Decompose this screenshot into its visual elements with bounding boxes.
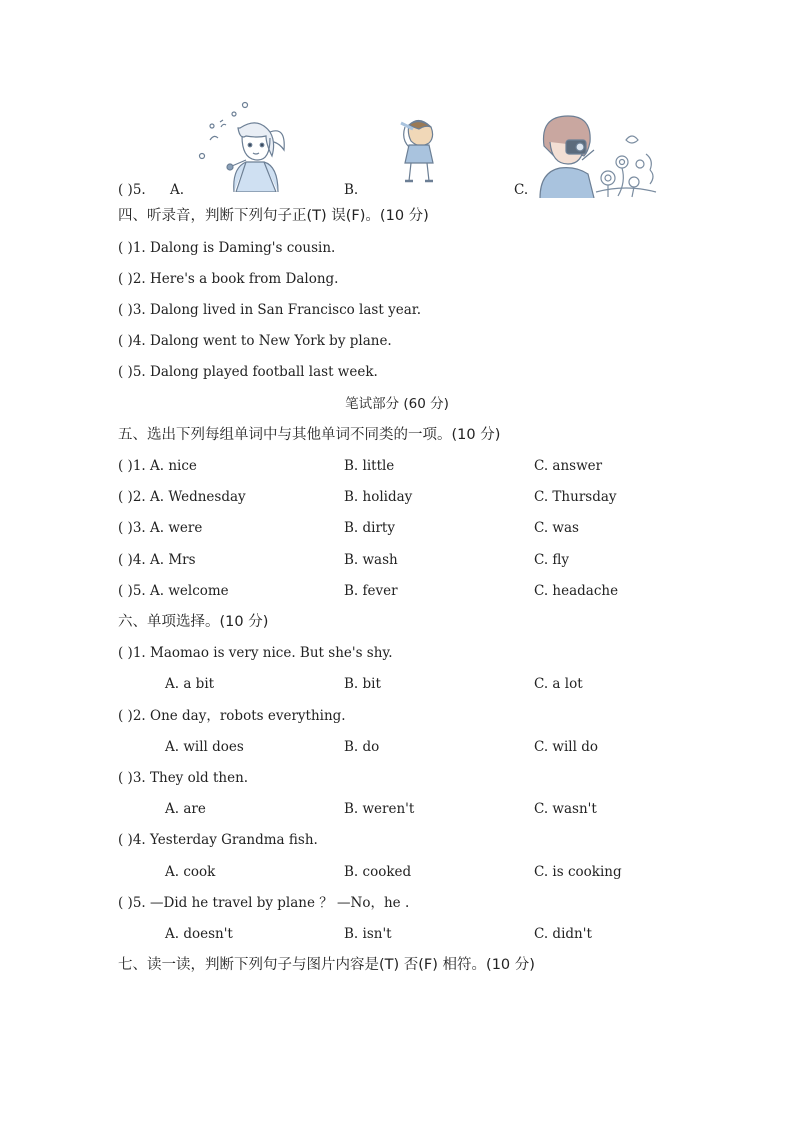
option-b: B. wash — [344, 552, 398, 568]
question-5-picture-row — [118, 181, 146, 199]
option-b: B. dirty — [344, 520, 395, 536]
listening-item: ( )2. Here's a book from Dalong. — [118, 271, 339, 287]
question-stem: ( )4. Yesterday Grandma fish. — [118, 832, 318, 848]
girl-singing-icon — [190, 100, 290, 192]
word-group-row: ( )4. A. Mrs — [118, 552, 196, 568]
listening-item: ( )1. Dalong is Daming's cousin. — [118, 240, 336, 256]
word-group-row: ( )1. A. nice — [118, 458, 197, 474]
question-stem: ( )5. —Did he travel by plane ？ —No，he . — [118, 895, 410, 911]
option-b: B. bit — [344, 676, 381, 692]
word-group-row: ( )2. A. Wednesday — [118, 489, 246, 505]
boy-drinking-icon — [395, 115, 445, 187]
section-5-heading: 五、选出下列每组单词中与其他单词不同类的一项。(10 分) — [118, 427, 501, 443]
option-c: C. a lot — [534, 676, 583, 692]
option-b: B. weren't — [344, 801, 415, 817]
option-a: A. a bit — [165, 676, 215, 692]
woman-photographing-flowers-icon — [536, 112, 662, 198]
question-stem: ( )3. They old then. — [118, 770, 249, 786]
option-c: C. was — [534, 520, 579, 536]
word-group-row: ( )3. A. were — [118, 520, 203, 536]
option-a: A. doesn't — [165, 926, 233, 942]
question-number: ( )5. — [118, 182, 146, 198]
listening-item: ( )5. Dalong played football last week. — [118, 364, 378, 380]
option-c-label: C. — [514, 182, 529, 198]
listening-item: ( )3. Dalong lived in San Francisco last year. — [118, 302, 421, 318]
option-b: B. little — [344, 458, 395, 474]
option-c: C. will do — [534, 739, 598, 755]
listening-item: ( )4. Dalong went to New York by plane. — [118, 333, 392, 349]
option-a: A. are — [165, 801, 206, 817]
option-b: B. cooked — [344, 864, 412, 880]
option-a: A. cook — [165, 864, 216, 880]
word-group-row: ( )5. A. welcome — [118, 583, 229, 599]
section-7-heading: 七、读一读，判断下列句子与图片内容是(T) 否(F) 相符。(10 分) — [118, 957, 535, 973]
option-b-label: B. — [344, 182, 359, 198]
option-c: C. headache — [534, 583, 619, 599]
option-b: B. fever — [344, 583, 398, 599]
option-c: C. is cooking — [534, 864, 622, 880]
option-c: C. answer — [534, 458, 603, 474]
option-a: A. will does — [165, 739, 244, 755]
option-c: C. fly — [534, 552, 570, 568]
written-part-title: 笔试部分 (60 分) — [345, 396, 449, 412]
question-stem: ( )1. Maomao is very nice. But she's shy. — [118, 645, 393, 661]
option-c: C. didn't — [534, 926, 592, 942]
option-b: B. isn't — [344, 926, 392, 942]
section-4-heading: 四、听录音，判断下列句子正(T) 误(F)。(10 分) — [118, 208, 429, 224]
option-c: C. wasn't — [534, 801, 597, 817]
option-b: B. do — [344, 739, 380, 755]
question-stem: ( )2. One day，robots everything. — [118, 708, 346, 724]
option-c: C. Thursday — [534, 489, 617, 505]
option-a-label: A. — [170, 182, 185, 198]
section-6-heading: 六、单项选择。(10 分) — [118, 614, 269, 630]
option-b: B. holiday — [344, 489, 413, 505]
